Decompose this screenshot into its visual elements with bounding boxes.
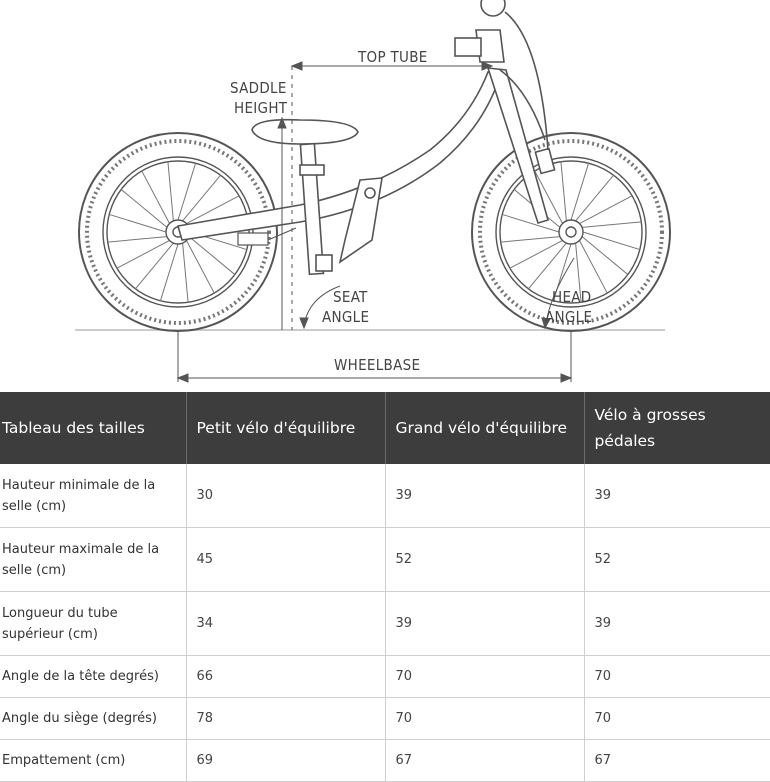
- table-cell: 39: [584, 592, 770, 656]
- wheel-spoke: [561, 162, 567, 221]
- table-cell: 78: [186, 698, 385, 740]
- row-label: Hauteur maximale de la selle (cm): [0, 528, 186, 592]
- seat-angle-label-line2: ANGLE: [322, 308, 370, 326]
- wheel-spoke: [109, 214, 166, 232]
- table-cell: 52: [385, 528, 584, 592]
- wheel-spoke: [117, 240, 170, 268]
- wheel-spoke: [189, 237, 235, 275]
- table-row: [0, 464, 770, 528]
- header-size-chart: Tableau des tailles: [0, 392, 186, 464]
- table-row: [0, 528, 770, 592]
- table-row: [0, 656, 770, 698]
- wheel-spoke: [582, 222, 641, 228]
- table-cell: 34: [186, 592, 385, 656]
- wheel-spoke: [571, 163, 589, 220]
- wheel-spoke: [583, 232, 640, 250]
- saddle-height-label-line2: HEIGHT: [234, 99, 288, 117]
- header-small-balance-bike: Petit vélo d'équilibre: [186, 392, 385, 464]
- table-cell: 66: [186, 656, 385, 698]
- top-tube-label: TOP TUBE: [358, 48, 428, 66]
- table-cell: 70: [584, 656, 770, 698]
- table-cell: 67: [584, 740, 770, 782]
- table-cell: 39: [385, 464, 584, 528]
- wheel-spoke: [168, 162, 174, 221]
- table-cell: 39: [584, 464, 770, 528]
- table-row: [0, 698, 770, 740]
- wheelbase-label: WHEELBASE: [334, 356, 421, 374]
- bike-frame: [178, 0, 555, 262]
- wheel-spoke: [142, 171, 170, 224]
- wheel-spoke: [501, 237, 560, 243]
- table-cell: 45: [186, 528, 385, 592]
- wheel-spoke: [576, 175, 614, 221]
- row-label: Longueur du tube supérieur (cm): [0, 592, 186, 656]
- header-pedal-bike: Vélo à grosses pédales: [584, 392, 770, 464]
- table-cell: 70: [584, 698, 770, 740]
- table-cell: 70: [385, 656, 584, 698]
- row-label: Empattement (cm): [0, 740, 186, 782]
- table-cell: 30: [186, 464, 385, 528]
- row-label: Hauteur minimale de la selle (cm): [0, 464, 186, 528]
- head-angle-label-line1: HEAD: [552, 288, 592, 306]
- wheel-spoke: [582, 237, 628, 275]
- table-header-row: [0, 392, 770, 464]
- table-row: [0, 740, 770, 782]
- wheel-spoke: [579, 240, 607, 293]
- table-cell: 39: [385, 592, 584, 656]
- wheel-spoke: [183, 175, 221, 221]
- wheel-spoke: [183, 243, 189, 302]
- seat-angle-label-line1: SEAT: [333, 288, 368, 306]
- saddle-height-label-line1: SADDLE: [230, 79, 287, 97]
- table-cell: 67: [385, 740, 584, 782]
- rear-wheel: [79, 133, 277, 331]
- wheel-spoke: [160, 244, 178, 301]
- table-cell: 69: [186, 740, 385, 782]
- table-cell: 70: [385, 698, 584, 740]
- size-chart-table: [0, 392, 770, 782]
- wheel-spoke: [510, 240, 563, 268]
- wheel-spoke: [502, 214, 559, 232]
- table-cell: 52: [584, 528, 770, 592]
- wheel-spoke: [108, 237, 167, 243]
- wheel-spoke: [186, 240, 214, 293]
- wheel-spoke: [178, 163, 196, 220]
- row-label: Angle du siège (degrés): [0, 698, 186, 740]
- header-large-balance-bike: Grand vélo d'équilibre: [385, 392, 584, 464]
- row-label: Angle de la tête degrés): [0, 656, 186, 698]
- head-angle-label-line2: ANGLE: [545, 308, 593, 326]
- table-row: [0, 592, 770, 656]
- wheel-spoke: [579, 196, 632, 224]
- wheel-spoke: [135, 243, 173, 289]
- wheel-spoke: [121, 189, 167, 227]
